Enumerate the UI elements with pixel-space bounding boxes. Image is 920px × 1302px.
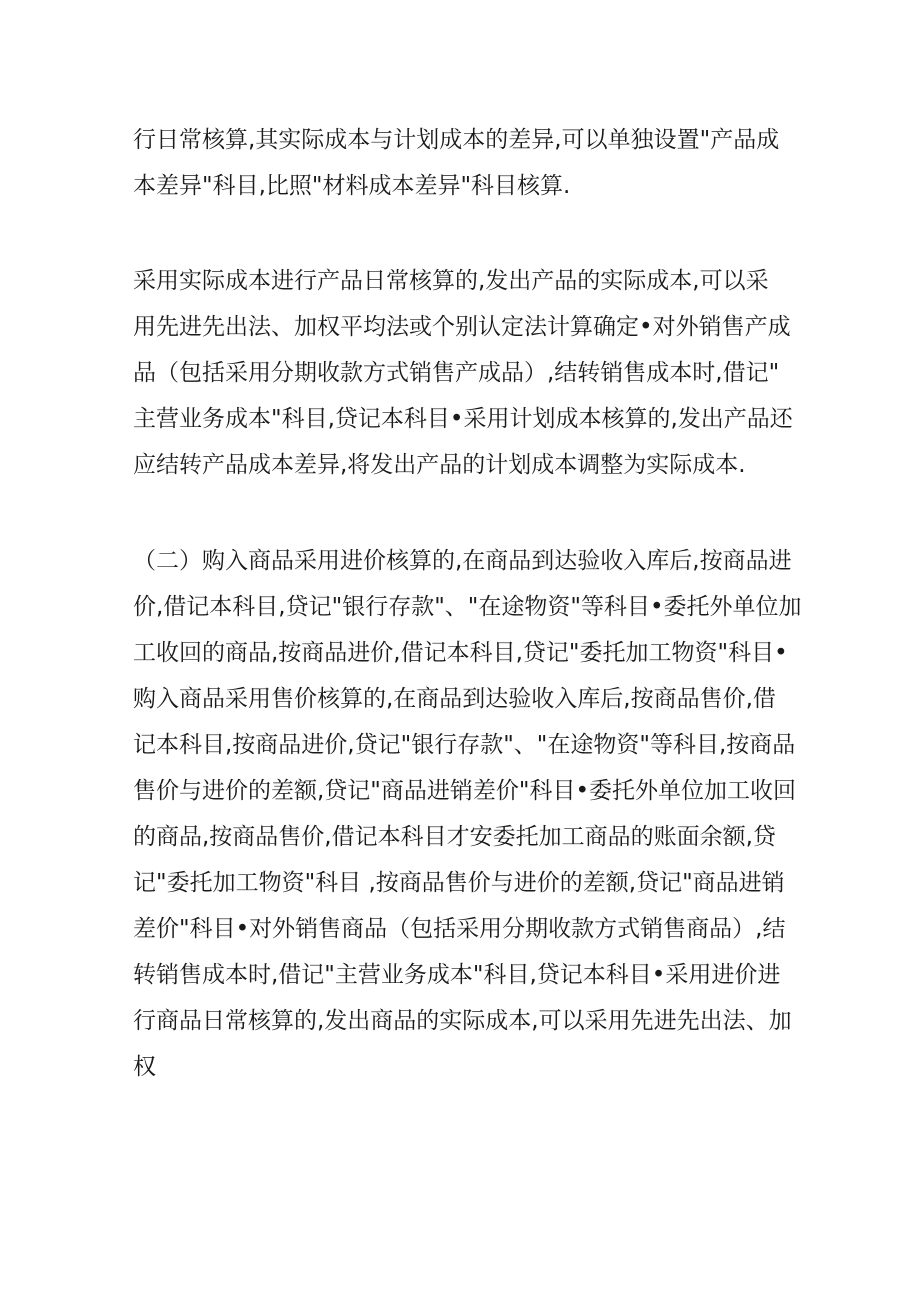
text-line: 用先进先出法、加权平均法或个别认定法计算确定•对外销售产成 — [133, 314, 791, 340]
text-line: 采用实际成本进行产品日常核算的,发出产品的实际成本,可以采 — [133, 268, 769, 294]
text-line: 工收回的商品,按商品进价,借记本科目,贷记"委托加工物资"科目• — [133, 640, 788, 666]
text-line: 本差异"科目,比照"材料成本差异"科目核算. — [133, 173, 571, 199]
text-line: 主营业务成本"科目,贷记本科目•采用计划成本核算的,发出产品还 — [133, 406, 793, 432]
paragraph-2 — [133, 258, 793, 488]
text-line: 权 — [133, 1054, 156, 1080]
text-line: 价,借记本科目,贷记"银行存款"、"在途物资"等科目•委托外单位加 — [133, 594, 802, 620]
text-line: 品（包括采用分期收款方式销售产成品）,结转销售成本时,借记" — [133, 360, 780, 386]
text-line: 记"委托加工物资"科目 ,按商品售价与进价的差额,贷记"商品进销 — [133, 870, 785, 896]
text-line: 差价"科目•对外销售商品（包括采用分期收款方式销售商品）,结 — [133, 916, 786, 942]
text-line: 售价与进价的差额,贷记"商品进销差价"科目•委托外单位加工收回 — [133, 778, 797, 804]
text-line: （二）购入商品采用进价核算的,在商品到达验收入库后,按商品进 — [133, 548, 792, 574]
text-line: 记本科目,按商品进价,贷记"银行存款"、"在途物资"等科目,按商品 — [133, 732, 796, 758]
text-line: 行商品日常核算的,发出商品的实际成本,可以采用先进先出法、加 — [133, 1008, 792, 1034]
text-line: 行日常核算,其实际成本与计划成本的差异,可以单独设置"产品成 — [133, 127, 780, 153]
text-line: 应结转产品成本差异,将发出产品的计划成本调整为实际成本. — [133, 452, 746, 478]
paragraph-3 — [133, 538, 802, 1090]
text-line: 转销售成本时,借记"主营业务成本"科目,贷记本科目•采用进价进 — [133, 962, 781, 988]
text-line: 购入商品采用售价核算的,在商品到达验收入库后,按商品售价,借 — [133, 686, 776, 712]
paragraph-1 — [133, 117, 793, 209]
text-line: 的商品,按商品售价,借记本科目才安委托加工商品的账面余额,贷 — [133, 824, 776, 850]
